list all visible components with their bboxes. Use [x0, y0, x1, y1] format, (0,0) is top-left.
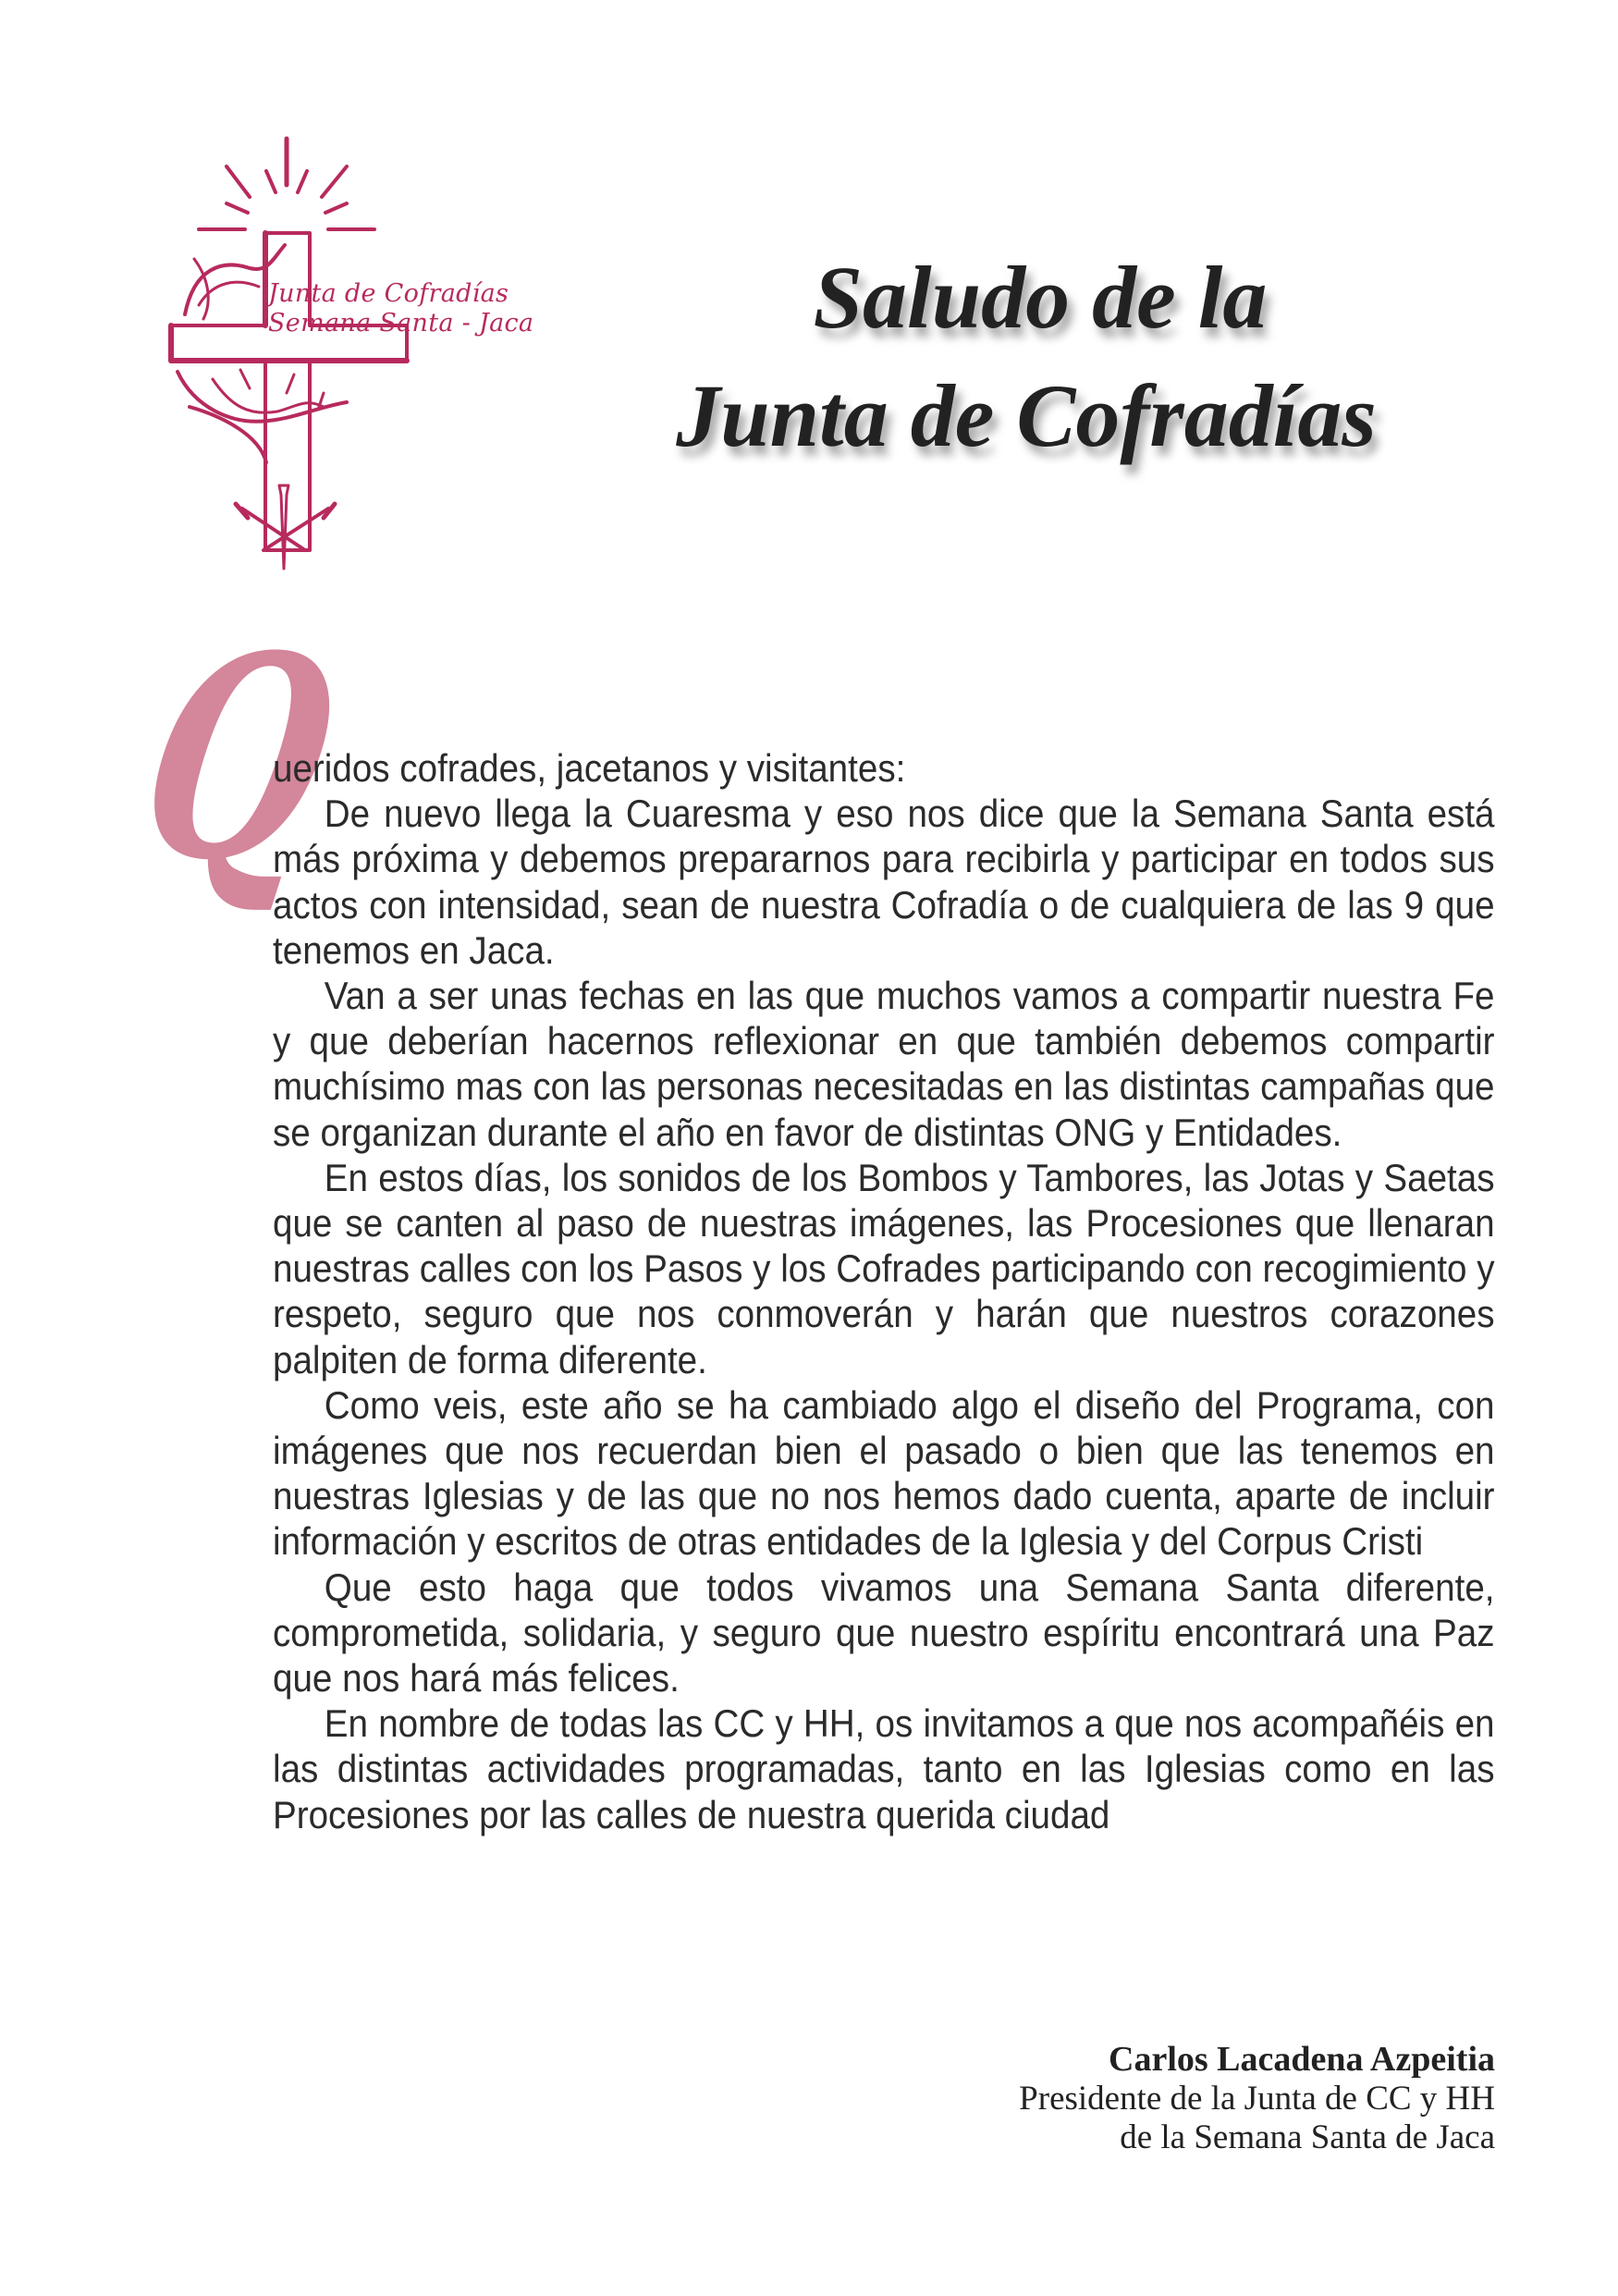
title-line-2: Junta de Cofradías: [676, 366, 1377, 465]
signer-name: Carlos Lacadena Azpeitia: [1109, 2040, 1495, 2079]
paragraph: De nuevo llega la Cuaresma y eso nos dice que la Semana Santa está más próxima y debemos prepararnos para recibirla y participar en todos sus actos con intensidad, sean de nuestra Cofradía o de cualquiera de las 9 que tenemos en Jaca.: [273, 792, 1495, 972]
page-title: [610, 239, 1442, 475]
title-line-1: Saludo de la: [813, 248, 1268, 347]
signer-role-line-2: de la Semana Santa de Jaca: [1120, 2118, 1495, 2156]
paragraph: Que esto haga que todos vivamos una Semana Santa diferente, comprometida, solidaria, y seguro que nuestro espíritu encontrará una Paz que nos hará más felices.: [273, 1565, 1495, 1701]
signature-block: [1019, 2039, 1495, 2157]
logo-line-2: Semana Santa - Jaca: [268, 309, 534, 338]
letter-body: [273, 745, 1495, 1837]
paragraph: En nombre de todas las CC y HH, os invitamos a que nos acompañéis en las distintas actividades programadas, tanto en las Iglesias como en las Procesiones por las calles de nuestra querida ciudad: [273, 1701, 1495, 1836]
greeting: ueridos cofrades, jacetanos y visitantes:: [273, 746, 906, 790]
logo-text: [268, 279, 533, 338]
paragraph: Van a ser unas fechas en las que muchos vamos a compartir nuestra Fe y que deberían hacernos reflexionar en que también debemos compartir muchísimo mas con las personas necesitadas en las distintas campañas que se organizan durante el año en favor de distintas ONG y Entidades.: [273, 974, 1495, 1154]
paragraph: En estos días, los sonidos de los Bombos y Tambores, las Jotas y Saetas que se canten al paso de nuestras imágenes, las Procesiones que llenaran nuestras calles con los Pasos y los Cofrades participando con recogimiento y respeto, seguro que nos conmoverán y harán que nuestros corazones palpiten de forma diferente.: [273, 1155, 1495, 1381]
logo: [157, 129, 582, 573]
cross-logo-icon: [157, 129, 582, 573]
paragraph: Como veis, este año se ha cambiado algo el diseño del Programa, con imágenes que nos recuerdan bien el pasado o bien que las tenemos en nuestras Iglesias y de las que no nos hemos dado cuenta, aparte de incluir información y escritos de otras entidades de la Iglesia y del Corpus Cristi: [273, 1382, 1495, 1564]
signer-role-line-1: Presidente de la Junta de CC y HH: [1019, 2080, 1495, 2118]
logo-line-1: Junta de Cofradías: [268, 279, 509, 308]
drop-cap: Q: [121, 595, 355, 921]
